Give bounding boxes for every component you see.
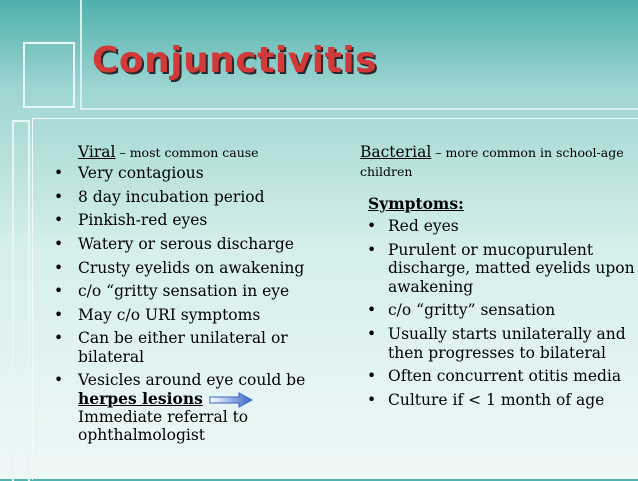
decorative-frame-left — [12, 120, 30, 481]
list-item: • Pinkish-red eyes — [51, 211, 351, 229]
list-item: • Culture if < 1 month of age — [360, 391, 635, 409]
list-item-herpes — [51, 371, 351, 444]
symptoms-label: Symptoms: — [368, 194, 464, 213]
bacterial-list — [360, 217, 635, 409]
herpes-lesions-label: herpes lesions — [78, 388, 203, 408]
list-item: • Purulent or mucopurulent discharge, matted eyelids upon awakening — [360, 241, 635, 296]
list-item: • c/o “gritty” sensation — [360, 301, 635, 319]
list-item: • Can be either unilateral or bilateral — [51, 329, 351, 366]
list-item: • 8 day incubation period — [51, 188, 351, 206]
list-item: • Very contagious — [51, 164, 351, 182]
herpes-text: Vesicles around eye could be — [78, 371, 306, 390]
slide-title: Conjunctivitis — [92, 40, 378, 81]
list-item: • Crusty eyelids on awakening — [51, 259, 351, 277]
list-item: • Usually starts unilaterally and then progresses to bilateral — [360, 325, 635, 362]
bacterial-note: – more common in school-age children — [360, 145, 624, 179]
list-item: • c/o “gritty sensation in eye — [51, 282, 351, 300]
right-arrow-icon — [209, 392, 253, 408]
bacterial-column — [360, 143, 635, 415]
viral-note: – most common cause — [115, 145, 259, 160]
referral-text: Immediate referral to ophthalmologist — [78, 407, 249, 445]
decorative-frame-square — [23, 42, 75, 108]
list-item: • May c/o URI symptoms — [51, 306, 351, 324]
symptoms-heading — [360, 195, 635, 213]
list-item: • Watery or serous discharge — [51, 235, 351, 253]
viral-heading — [51, 143, 351, 162]
list-item: • Often concurrent otitis media — [360, 367, 635, 385]
list-item: • Red eyes — [360, 217, 635, 235]
viral-label: Viral — [78, 143, 116, 161]
bacterial-heading — [360, 143, 635, 181]
bacterial-label: Bacterial — [360, 143, 432, 161]
viral-list — [51, 164, 351, 444]
viral-column — [51, 143, 351, 450]
